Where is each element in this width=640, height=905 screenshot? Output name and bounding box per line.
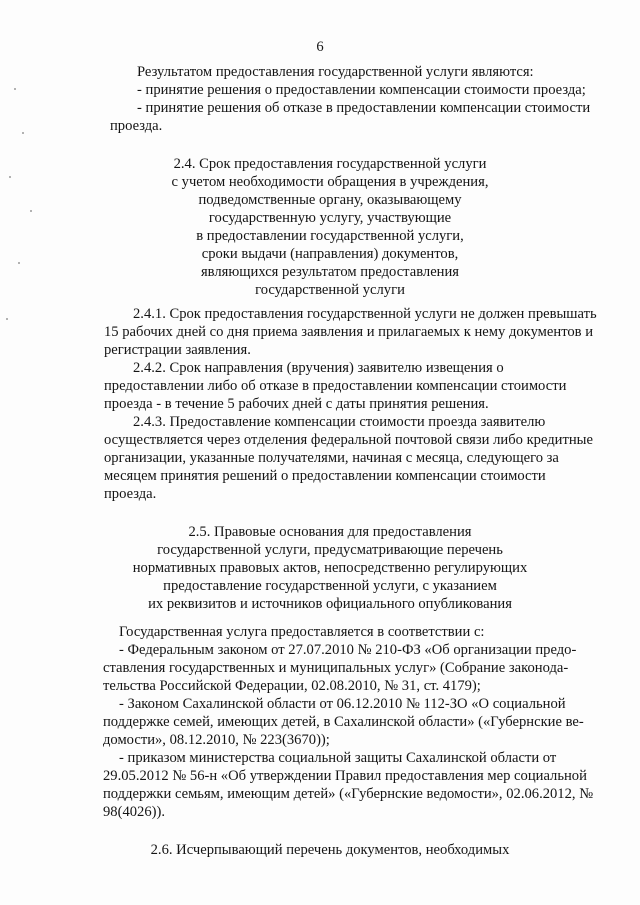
scan-speck	[14, 88, 16, 90]
section-heading: 2.6. Исчерпывающий перечень документов, необходимых	[150, 842, 510, 858]
section-heading: предоставление государственной услуги, с указанием	[163, 578, 497, 594]
section-heading: в предоставлении государственной услуги,	[196, 228, 464, 244]
section-heading: государственной услуги, предусматривающие перечень	[157, 542, 503, 558]
list-item: 98(4026)).	[103, 804, 166, 820]
paragraph-line: Результатом предоставления государственной услуги являются:	[137, 64, 534, 80]
section-heading: 2.4. Срок предоставления государственной услуги	[173, 156, 487, 172]
list-item: 29.05.2012 № 56-н «Об утверждении Правил предоставления мер социальной	[103, 768, 587, 784]
paragraph-line: 15 рабочих дней со дня приема заявления и прилагаемых к нему документов и	[104, 324, 594, 340]
section-heading: 2.5. Правовые основания для предоставления	[188, 524, 472, 540]
paragraph-line: осуществляется через отделения федеральной почтовой связи либо кредитные	[104, 432, 593, 448]
section-heading: государственную услугу, участвующие	[208, 210, 452, 226]
section-heading: государственной услуги	[255, 282, 405, 298]
list-item: ставления государственных и муниципальных услуг» (Собрание законода-	[103, 660, 569, 676]
scan-speck	[6, 318, 8, 320]
paragraph-line: 2.4.2. Срок направления (вручения) заявителю извещения о	[133, 360, 504, 376]
section-heading: сроки выдачи (направления) документов,	[201, 246, 459, 262]
list-item: поддержке семей, имеющих детей, в Сахалинской области» («Губернские ве-	[103, 714, 584, 730]
list-item: - принятие решения о предоставлении компенсации стоимости проезда;	[137, 82, 586, 98]
list-item: - Федеральным законом от 27.07.2010 № 210-ФЗ «Об организации предо-	[119, 642, 577, 658]
scan-speck	[22, 132, 24, 134]
paragraph-line: 2.4.1. Срок предоставления государственной услуги не должен превышать	[133, 306, 597, 322]
scan-speck	[18, 262, 20, 264]
section-heading: с учетом необходимости обращения в учреждения,	[171, 174, 489, 190]
paragraph-line: организации, указанные получателями, начиная с месяца, следующего за	[104, 450, 559, 466]
list-item: домости», 08.12.2010, № 223(3670));	[103, 732, 330, 748]
paragraph-line: проезда - в течение 5 рабочих дней с даты принятия решения.	[104, 396, 489, 412]
section-heading: нормативных правовых актов, непосредственно регулирующих	[132, 560, 528, 576]
paragraph-line: месяцем принятия решений о предоставлении компенсации стоимости	[104, 468, 546, 484]
section-heading: подведомственные органу, оказывающему	[198, 192, 462, 208]
paragraph-line: Государственная услуга предоставляется в соответствии с:	[119, 624, 485, 640]
paragraph-line: 2.4.3. Предоставление компенсации стоимости проезда заявителю	[133, 414, 546, 430]
section-heading: являющихся результатом предоставления	[200, 264, 460, 280]
section-heading: их реквизитов и источников официального опубликования	[148, 596, 512, 612]
list-item: - принятие решения об отказе в предоставлении компенсации стоимости	[137, 100, 591, 116]
paragraph-line: регистрации заявления.	[104, 342, 251, 358]
list-item: тельства Российской Федерации, 02.08.2010, № 31, ст. 4179);	[103, 678, 481, 694]
paragraph-line: проезда.	[104, 486, 157, 502]
page-number: 6	[316, 39, 324, 55]
list-item: - приказом министерства социальной защиты Сахалинской области от	[119, 750, 557, 766]
paragraph-line: проезда.	[110, 118, 163, 134]
list-item: поддержки семьям, имеющим детей» («Губернские ведомости», 02.06.2012, №	[103, 786, 594, 802]
paragraph-line: предоставлении либо об отказе в предоставлении компенсации стоимости	[104, 378, 567, 394]
list-item: - Законом Сахалинской области от 06.12.2010 № 112-ЗО «О социальной	[119, 696, 566, 712]
scan-speck	[30, 210, 32, 212]
scan-speck	[9, 176, 11, 178]
